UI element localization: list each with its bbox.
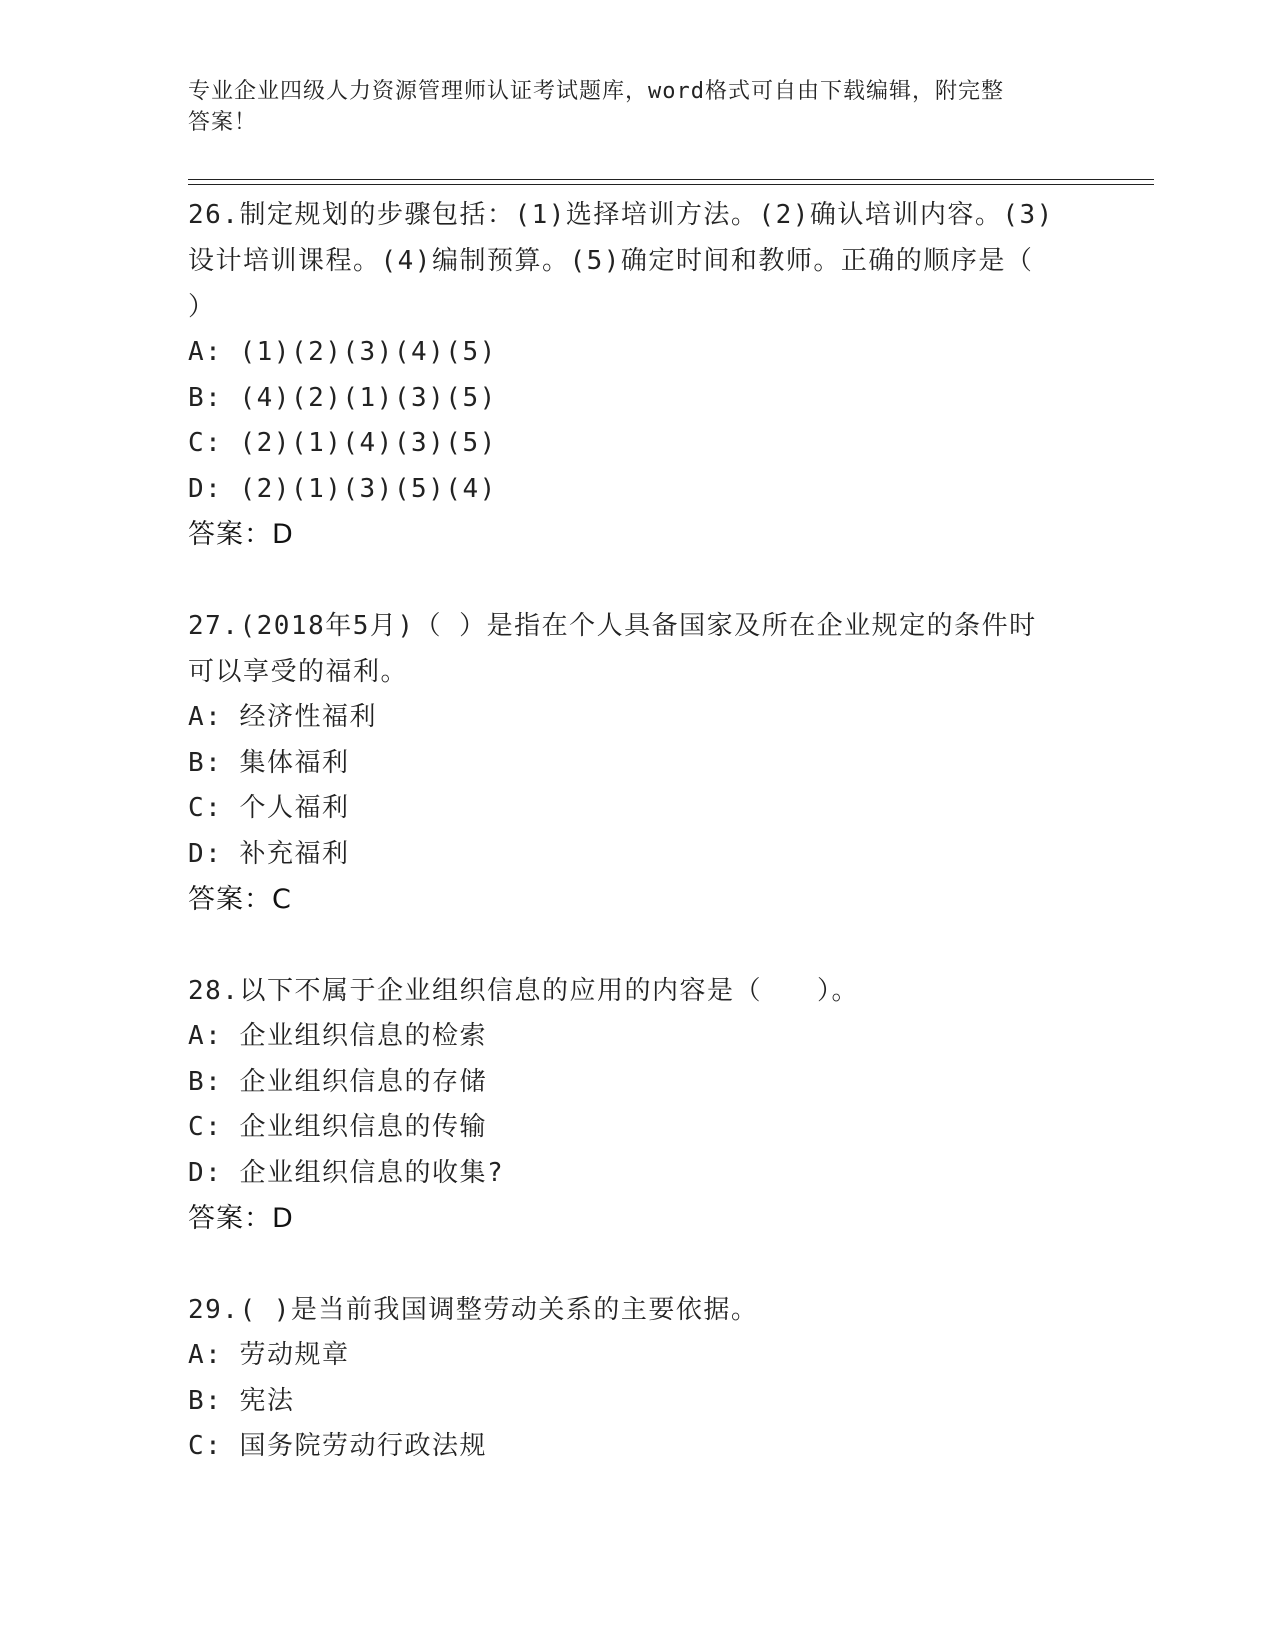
option-a: A: 劳动规章: [188, 1340, 350, 1370]
option-c: C: 国务院劳动行政法规: [188, 1431, 487, 1461]
header-divider-top: [188, 179, 1154, 180]
question-27: [188, 603, 1078, 923]
question-stem-line: 26.制定规划的步骤包括：(1)选择培训方法。(2)确认培训内容。(3): [188, 200, 1054, 230]
answer: 答案：D: [188, 519, 294, 550]
answer: 答案：C: [188, 884, 292, 915]
question-28: [188, 968, 1078, 1242]
question-stem-line: 29.( )是当前我国调整劳动关系的主要依据。: [188, 1295, 759, 1325]
option-d: D: (2)(1)(3)(5)(4): [188, 473, 497, 504]
option-a: A: (1)(2)(3)(4)(5): [188, 337, 497, 367]
header-divider-bottom: [188, 184, 1154, 185]
header-note-line: 专业企业四级人力资源管理师认证考试题库，word格式可自由下载编辑，附完整: [188, 79, 1004, 104]
header-note-line: 答案！: [188, 110, 258, 135]
option-c: C: 企业组织信息的传输: [188, 1112, 487, 1142]
question-stem-line: 设计培训课程。(4)编制预算。(5)确定时间和教师。正确的顺序是（: [188, 246, 1034, 276]
option-d: D: 企业组织信息的收集?: [188, 1157, 505, 1188]
option-c: C: (2)(1)(4)(3)(5): [188, 428, 497, 458]
question-29: [188, 1287, 1078, 1470]
option-c: C: 个人福利: [188, 793, 350, 823]
question-stem-line: 28.以下不属于企业组织信息的应用的内容是（ ）。: [188, 976, 859, 1006]
answer: 答案：D: [188, 1203, 294, 1234]
question-26: [188, 192, 1078, 558]
option-a: A: 企业组织信息的检索: [188, 1021, 487, 1051]
option-b: B: (4)(2)(1)(3)(5): [188, 382, 497, 413]
question-list: [188, 192, 1078, 1515]
header-note: [188, 76, 1088, 138]
option-b: B: 企业组织信息的存储: [188, 1066, 487, 1097]
option-b: B: 宪法: [188, 1385, 295, 1416]
option-a: A: 经济性福利: [188, 702, 377, 732]
question-stem-line: ）: [188, 292, 216, 322]
option-b: B: 集体福利: [188, 747, 350, 778]
question-stem-line: 27.(2018年5月)（ ）是指在个人具备国家及所在企业规定的条件时: [188, 611, 1037, 641]
question-stem-line: 可以享受的福利。: [188, 657, 409, 687]
option-d: D: 补充福利: [188, 838, 350, 869]
